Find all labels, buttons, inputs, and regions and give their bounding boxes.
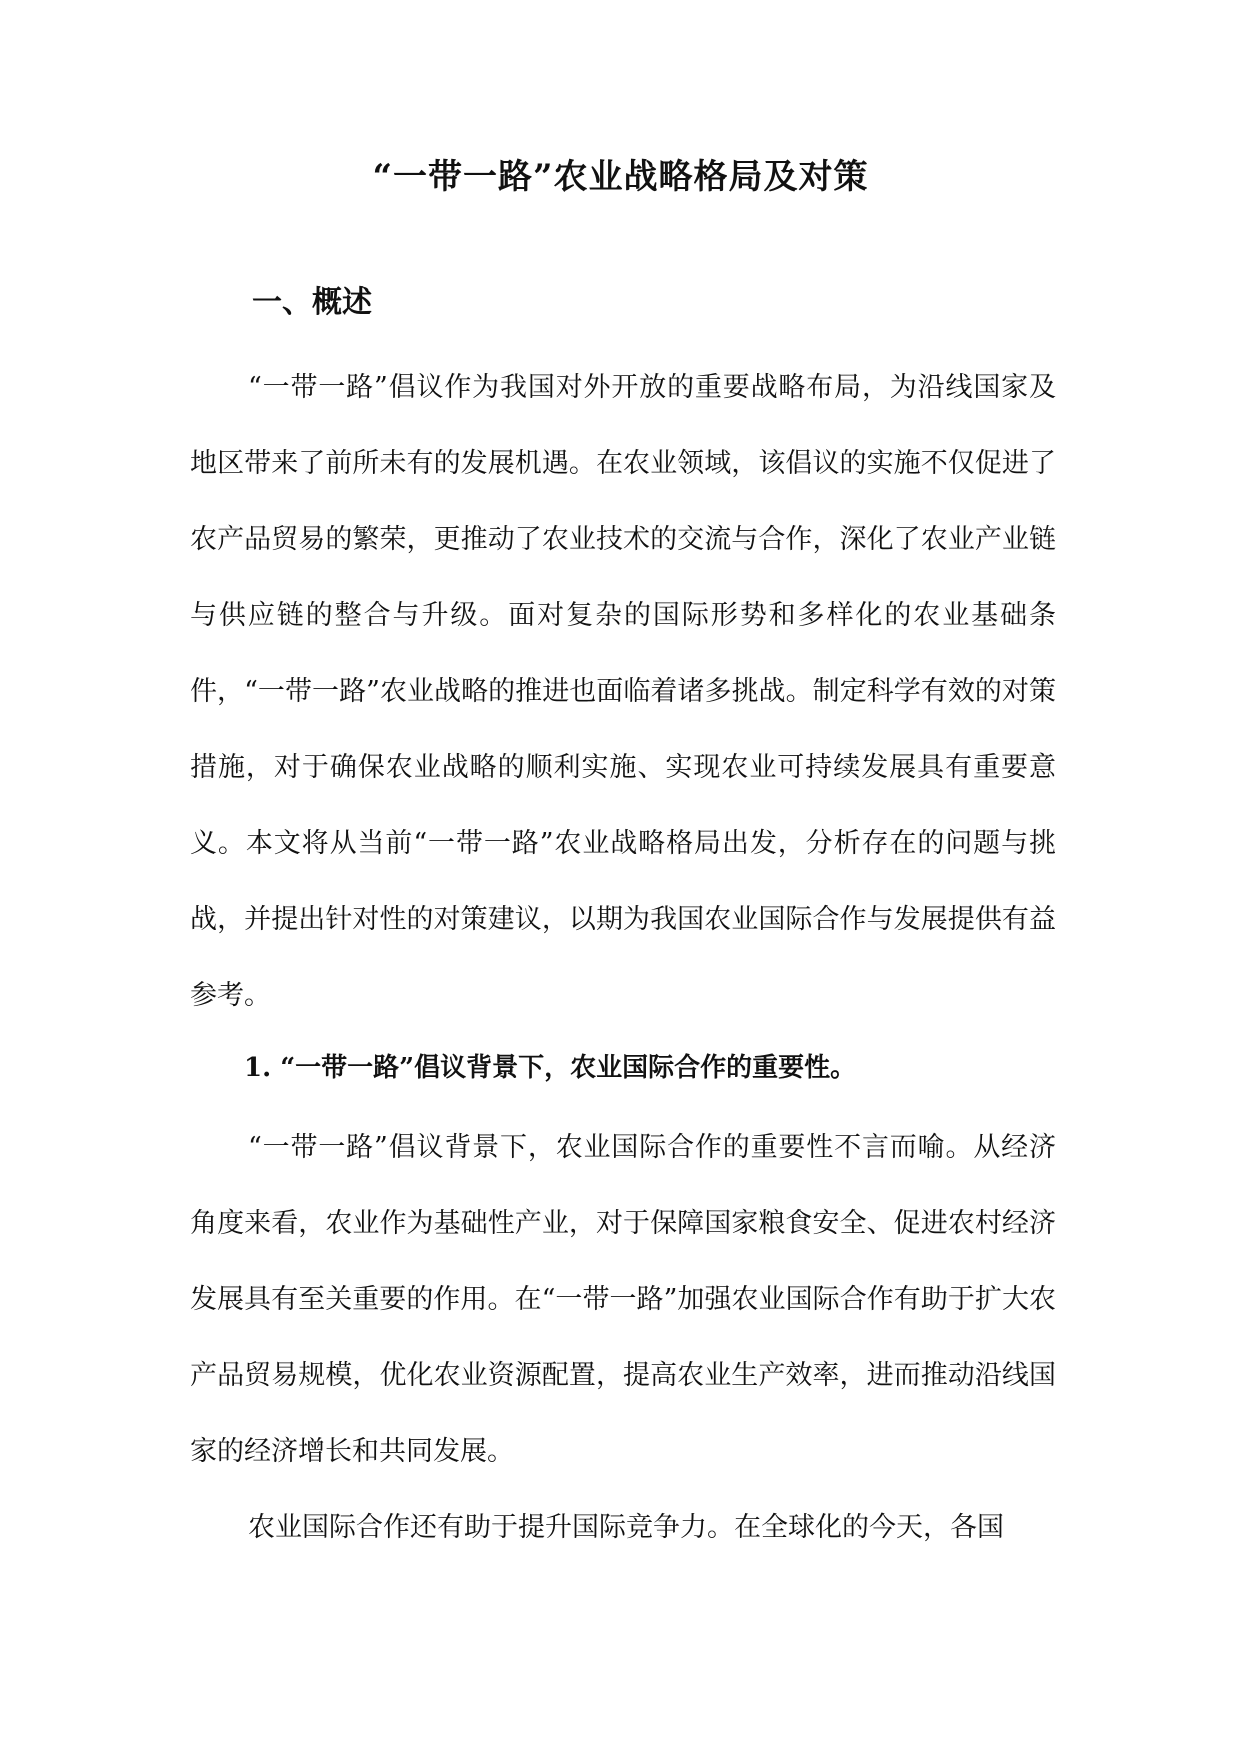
subsection-heading-importance: 1. “一带一路”倡议背景下，农业国际合作的重要性。 bbox=[244, 1053, 857, 1083]
paragraph-overview: “一带一路”倡议作为我国对外开放的重要战略布局，为沿线国家及地区带来了前所未有的发展机遇。在农业领域，该倡议的实施不仅促进了农产品贸易的繁荣，更推动了农业技术的交流与合作，深化了农业产业链与供应链的整合与升级。面对复杂的国际形势和多样化的农业基础条件，“一带一路”农业战略的推进也面临着诸多挑战。制定科学有效的对策措施，对于确保农业战略的顺利实施、实现农业可持续发展具有重要意义。本文将从当前“一带一路”农业战略格局出发，分析存在的问题与挑战，并提出针对性的对策建议，以期为我国农业国际合作与发展提供有益参考。 bbox=[190, 372, 1056, 1011]
paragraph-competitiveness: 农业国际合作还有助于提升国际竞争力。在全球化的今天，各国 bbox=[248, 1512, 1004, 1543]
paragraph-importance: “一带一路”倡议背景下，农业国际合作的重要性不言而喻。从经济角度来看，农业作为基础性产业，对于保障国家粮食安全、促进农村经济发展具有至关重要的作用。在“一带一路”加强农业国际合作有助于扩大农产品贸易规模，优化农业资源配置，提高农业生产效率，进而推动沿线国家的经济增长和共同发展。 bbox=[190, 1132, 1056, 1467]
section-heading-overview: 一、概述 bbox=[252, 285, 372, 320]
document-title: “一带一路”农业战略格局及对策 bbox=[372, 157, 869, 197]
